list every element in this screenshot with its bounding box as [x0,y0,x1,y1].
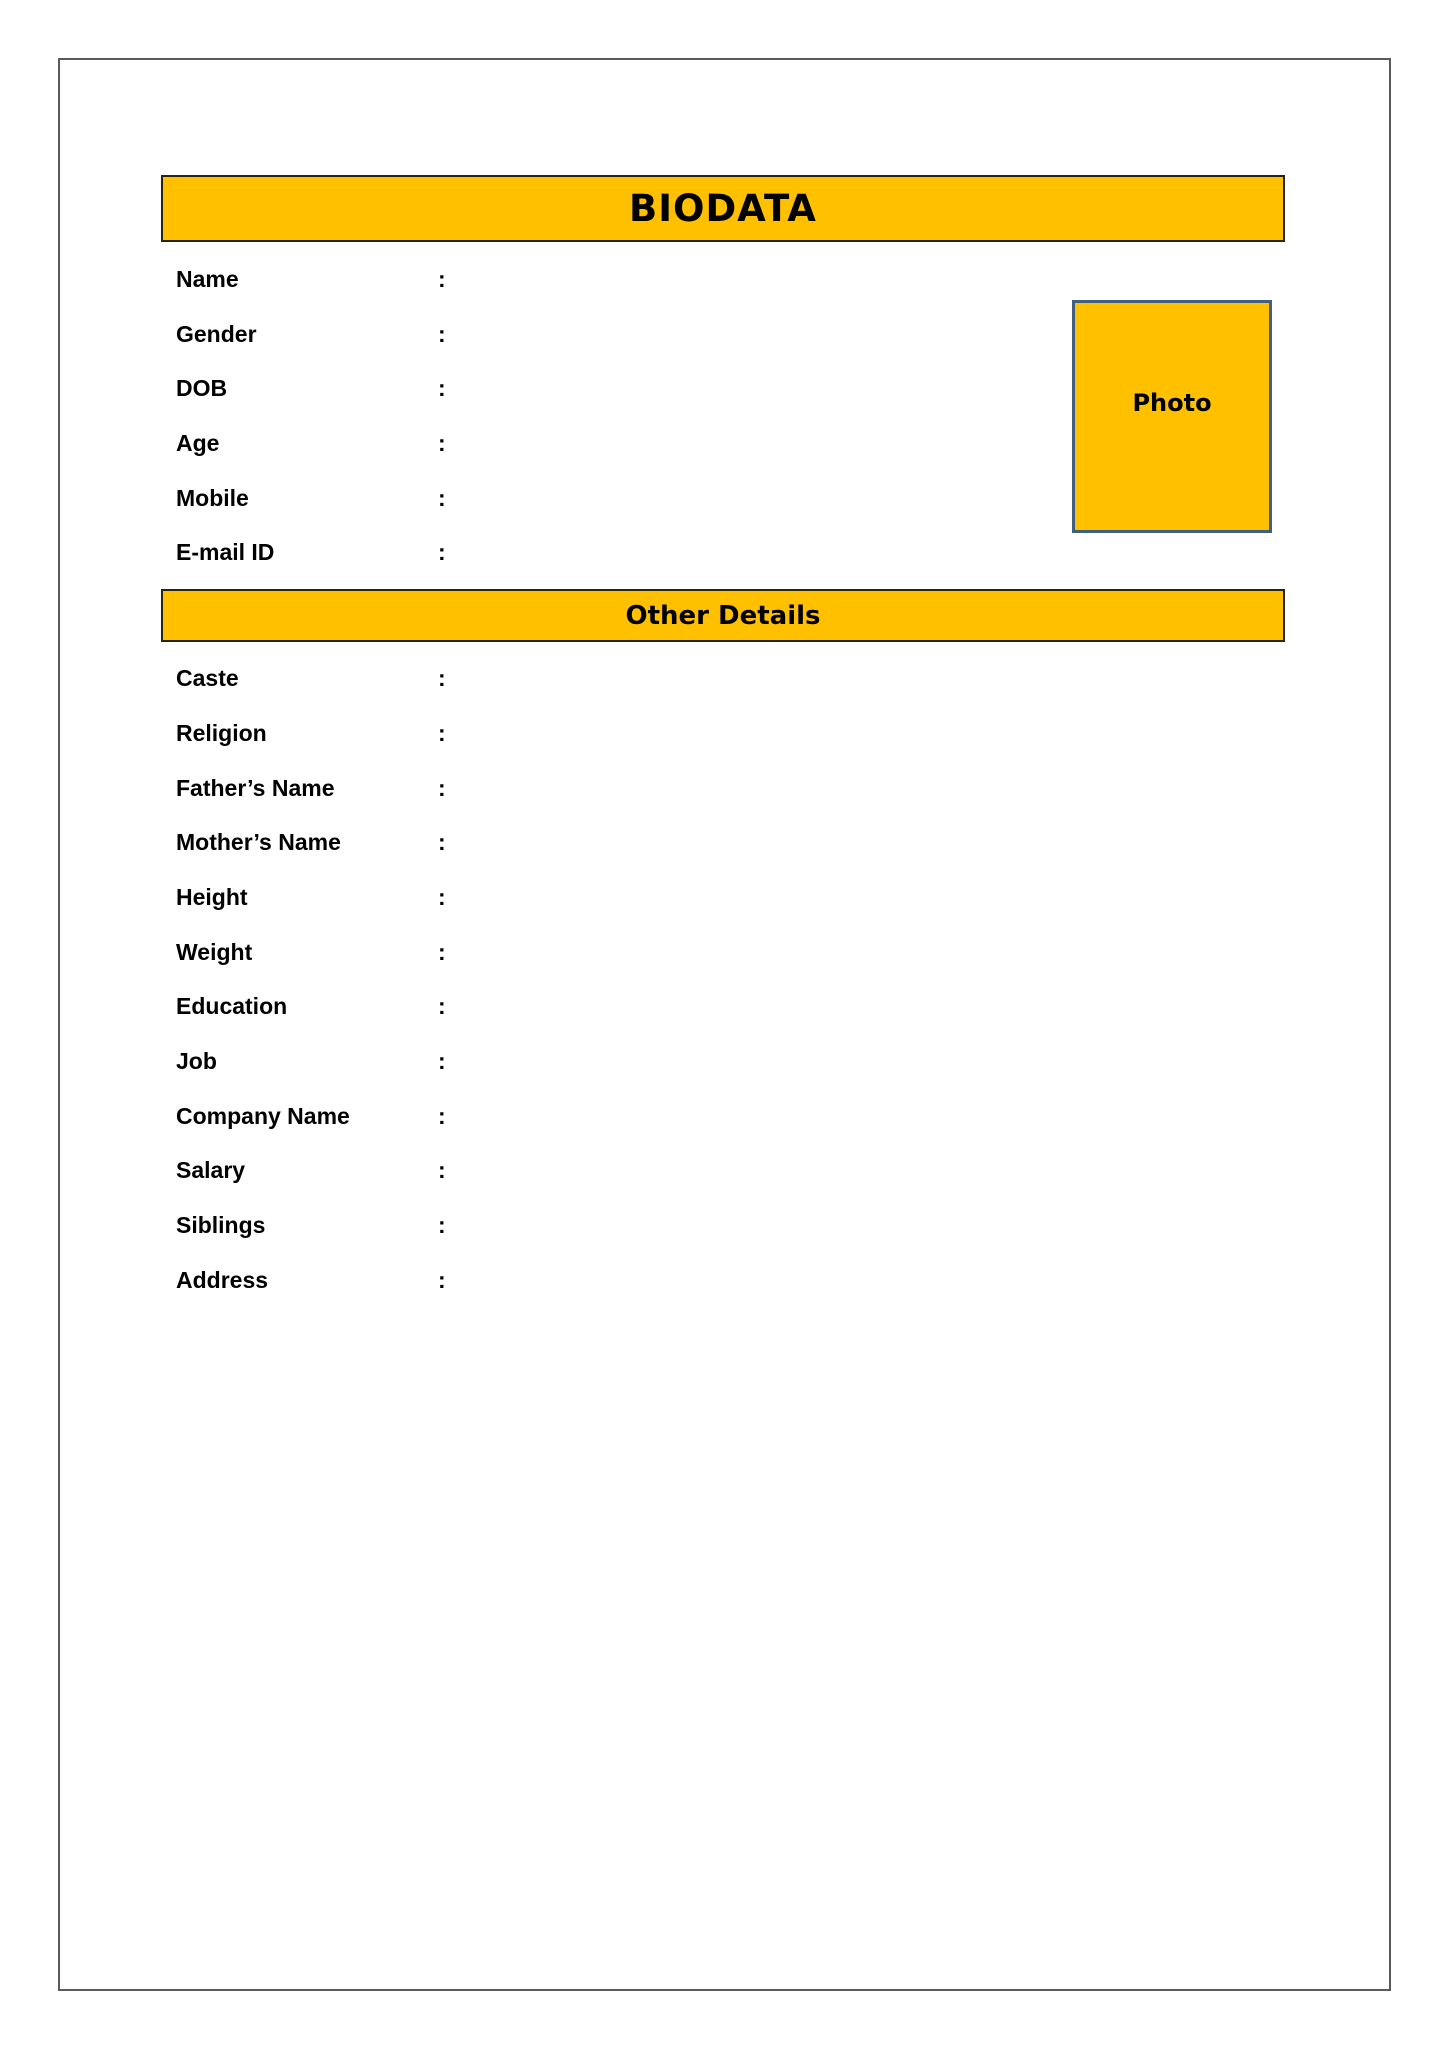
field-separator: : [438,719,446,746]
field-row-weight [176,932,476,972]
field-label: DOB [176,374,228,401]
field-label: Company Name [176,1102,350,1129]
field-label: Religion [176,719,267,746]
other-details-banner [161,589,1285,642]
field-separator: : [438,883,446,910]
field-label: Address [176,1266,269,1293]
field-label: Education [176,992,288,1019]
field-label: Mother’s Name [176,828,341,855]
field-row-job [176,1041,476,1081]
field-label: Siblings [176,1211,266,1238]
field-row-address [176,1260,476,1300]
field-row-siblings [176,1205,476,1245]
section-title: Other Details [625,600,821,631]
page-title: BIODATA [629,187,817,230]
field-row-fathers-name [176,768,476,808]
field-row-name [176,259,476,299]
field-row-salary [176,1150,476,1190]
field-row-mothers-name [176,822,476,862]
field-separator: : [438,1211,446,1238]
field-separator: : [438,828,446,855]
field-label: Age [176,429,220,456]
field-row-company-name [176,1096,476,1136]
field-label: Weight [176,938,253,965]
field-row-dob [176,368,476,408]
field-row-caste [176,658,476,698]
field-label: Gender [176,320,257,347]
field-separator: : [438,265,446,292]
field-separator: : [438,320,446,347]
field-label: Job [176,1047,217,1074]
field-label: Name [176,265,239,292]
field-row-email [176,532,476,572]
field-separator: : [438,664,446,691]
field-label: Mobile [176,484,249,511]
field-row-education [176,986,476,1026]
field-separator: : [438,1047,446,1074]
photo-placeholder [1072,300,1272,533]
field-separator: : [438,374,446,401]
field-row-mobile [176,478,476,518]
field-row-gender [176,314,476,354]
field-label: Salary [176,1156,246,1183]
field-separator: : [438,538,446,565]
field-separator: : [438,1102,446,1129]
field-separator: : [438,774,446,801]
field-label: E-mail ID [176,538,275,565]
field-separator: : [438,992,446,1019]
field-row-religion [176,713,476,753]
field-row-age [176,423,476,463]
field-separator: : [438,1156,446,1183]
field-separator: : [438,484,446,511]
field-label: Height [176,883,248,910]
field-separator: : [438,1266,446,1293]
field-label: Father’s Name [176,774,335,801]
field-separator: : [438,938,446,965]
biodata-title-banner [161,175,1285,242]
photo-label: Photo [1132,388,1212,417]
field-separator: : [438,429,446,456]
field-row-height [176,877,476,917]
field-label: Caste [176,664,239,691]
